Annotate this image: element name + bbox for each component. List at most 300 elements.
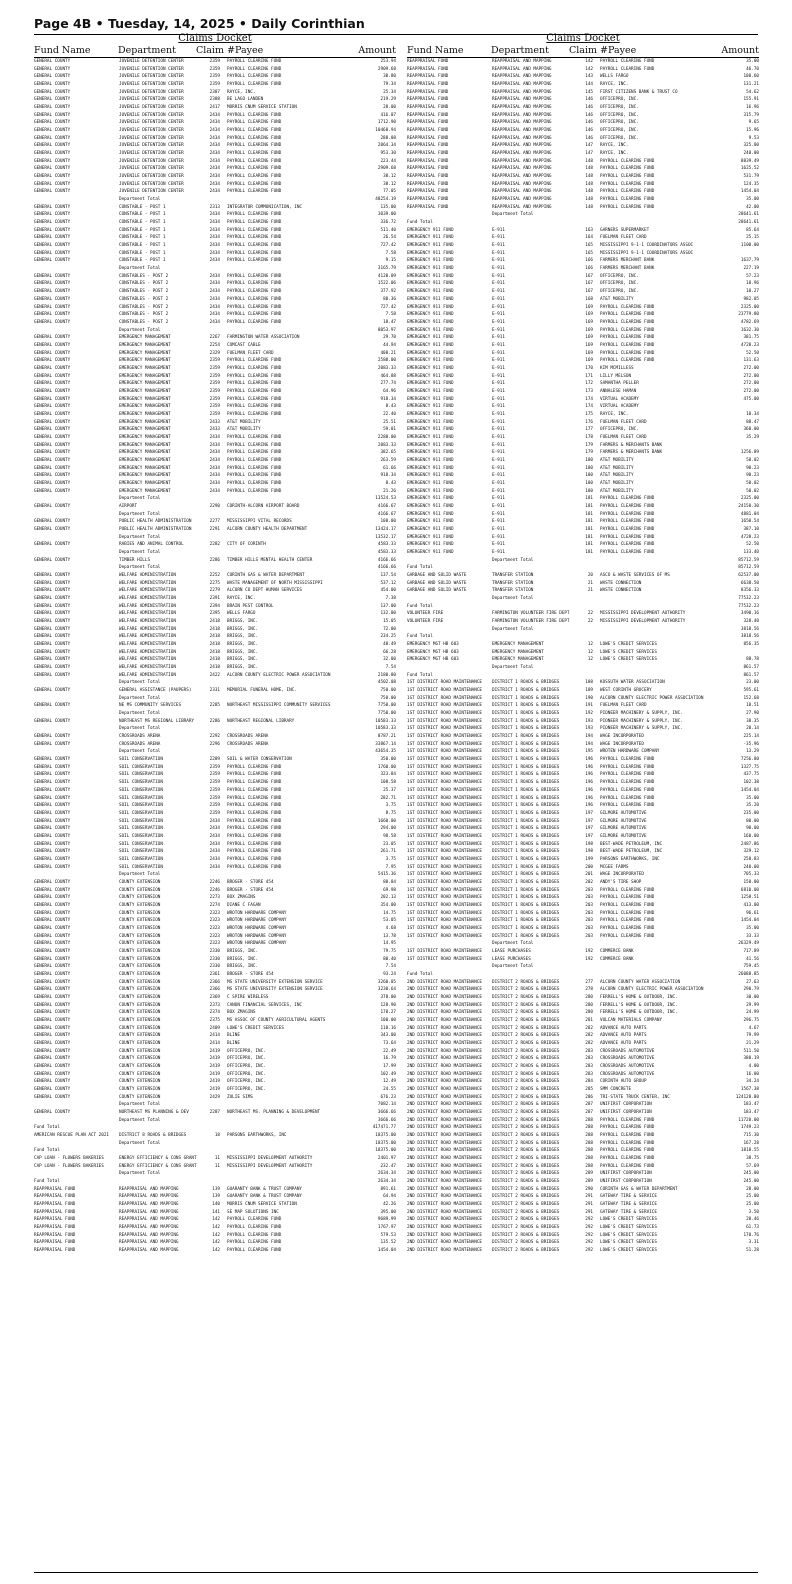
table-row xyxy=(34,564,396,572)
claim-cell: 2434 xyxy=(209,212,220,218)
fund-cell: 1ST DISTRICT ROAD MAINTENANCE xyxy=(407,910,483,916)
amount-cell: 413.00 xyxy=(743,902,759,908)
payee-cell: OFFICEPRO, INC. xyxy=(600,112,639,118)
fund-cell: GENERAL COUNTY xyxy=(34,480,71,486)
table-row xyxy=(34,641,396,649)
department-cell: REAPPRAISAL AND MAPPING xyxy=(492,158,552,164)
fund-cell: GENERAL COUNTY xyxy=(34,849,71,855)
payee-cell: RAYCE, INC. xyxy=(227,596,256,602)
claim-cell: 2292 xyxy=(209,734,220,740)
department-cell: COUNTY EXTENSION xyxy=(119,1087,161,1093)
payee-cell: OFFICEPRO, INC. xyxy=(227,1071,266,1077)
amount-cell: 77.05 xyxy=(383,189,396,195)
claim-cell: 2434 xyxy=(209,174,220,180)
fund-cell: 2ND DISTRICT ROAD MAINTENANCE xyxy=(407,1171,483,1177)
table-row xyxy=(407,818,759,826)
department-cell: COUNTY EXTENSION xyxy=(119,1010,161,1016)
claim-cell: 12 xyxy=(587,649,593,655)
fund-cell: REAPPRAISAL FUND xyxy=(407,135,449,141)
fund-cell: 1ST DISTRICT ROAD MAINTENANCE xyxy=(407,841,483,847)
department-cell: DISTRICT 2 ROADS & BRIDGES xyxy=(492,1110,560,1116)
department-cell: DISTRICT 2 ROADS & BRIDGES xyxy=(492,1025,560,1031)
fund-cell: REAPPRAISAL FUND xyxy=(407,158,449,164)
department-cell: JUVENILE DETENTION CENTER xyxy=(119,143,184,149)
payee-cell: BRIGGS, INC. xyxy=(227,665,259,671)
payee-cell: CROSSROADS ARENA xyxy=(227,734,269,740)
table-row xyxy=(34,104,396,112)
footer-rule xyxy=(34,1572,758,1573)
department-cell: DISTRICT 2 ROADS & BRIDGES xyxy=(492,1102,560,1108)
fund-cell: EMERGENCY 911 FUND xyxy=(407,335,454,341)
department-cell: Department Total xyxy=(119,695,161,701)
payee-cell: PAYROLL CLEARING FUND xyxy=(600,59,655,64)
department-cell: REAPPRAISAL AND MAPPING xyxy=(119,1194,179,1200)
amount-cell: 88.36 xyxy=(383,296,396,302)
claim-cell: 181 xyxy=(585,503,593,509)
payee-cell: WELLS FARGO xyxy=(600,74,629,80)
department-cell: E-911 xyxy=(492,434,505,440)
payee-cell: MCGEE FARMS xyxy=(600,864,629,870)
payee-cell: CORINTH GAS & WATER DEPARTMENT xyxy=(600,1186,678,1192)
table-row xyxy=(407,695,759,703)
claim-cell: 199 xyxy=(585,856,593,862)
fund-cell: GENERAL COUNTY xyxy=(34,312,71,318)
amount-cell: -35.96 xyxy=(743,741,759,747)
table-row xyxy=(34,549,396,557)
amount-cell: 79.34 xyxy=(383,82,396,88)
table-row xyxy=(407,81,759,89)
fund-cell: EMERGENCY 911 FUND xyxy=(407,373,454,379)
claim-cell: 2434 xyxy=(209,473,220,479)
table-row xyxy=(34,1086,396,1094)
payee-cell: PAYROLL CLEARING FUND xyxy=(600,1133,655,1139)
claim-cell: 2279 xyxy=(209,588,220,594)
amount-cell: 1818.55 xyxy=(740,1148,759,1154)
amount-cell: 98.58 xyxy=(383,833,396,839)
amount-cell: 160.00 xyxy=(743,833,759,839)
amount-cell: 2909.68 xyxy=(377,166,396,172)
table-row xyxy=(34,288,396,296)
claim-cell: 178 xyxy=(585,434,593,440)
claim-cell: 292 xyxy=(585,1240,593,1246)
table-row xyxy=(34,902,396,910)
amount-cell: 219.29 xyxy=(380,97,396,103)
payee-cell: KIM MCMILLESS xyxy=(600,365,634,371)
docket-column-left xyxy=(34,34,396,1255)
amount-cell: 350.00 xyxy=(380,757,396,763)
fund-cell: 2ND DISTRICT ROAD MAINTENANCE xyxy=(407,1156,483,1162)
fund-cell: GENERAL COUNTY xyxy=(34,273,71,279)
claim-cell: 2359 xyxy=(209,388,220,394)
department-cell: SOIL CONSERVATION xyxy=(119,833,163,839)
fund-cell: EMERGENCY MGT HB 603 xyxy=(407,649,459,655)
amount-cell: 1454.04 xyxy=(377,1248,396,1254)
table-row xyxy=(407,933,759,941)
amount-cell: 717.89 xyxy=(743,948,759,954)
table-row xyxy=(34,188,396,196)
amount-cell: 35.20 xyxy=(746,803,759,809)
table-row xyxy=(407,73,759,81)
claim-cell: 148 xyxy=(585,174,593,180)
fund-cell: Fund Total xyxy=(407,672,433,678)
fund-cell: GENERAL COUNTY xyxy=(34,289,71,295)
fund-cell: 2ND DISTRICT ROAD MAINTENANCE xyxy=(407,1002,483,1008)
payee-cell: PAYROLL CLEARING FUND xyxy=(600,925,655,931)
amount-cell: 69.98 xyxy=(383,887,396,893)
table-row xyxy=(407,150,759,158)
claim-cell: 285 xyxy=(585,1087,593,1093)
column-header xyxy=(407,44,759,58)
table-row xyxy=(407,1170,759,1178)
amount-cell: 77532.23 xyxy=(738,603,759,609)
claim-cell: 189 xyxy=(585,688,593,694)
table-row xyxy=(407,917,759,925)
payee-cell: GILMORE AUTOMOTIVE xyxy=(600,826,647,832)
docket-title: Claims Docket xyxy=(546,33,620,44)
amount-cell: 7256.80 xyxy=(740,757,759,763)
fund-cell: GENERAL COUNTY xyxy=(34,442,71,448)
table-row xyxy=(34,679,396,687)
department-cell: E-911 xyxy=(492,526,505,532)
department-cell: COUNTY EXTENSION xyxy=(119,971,161,977)
table-row xyxy=(34,1078,396,1086)
department-cell: JUVENILE DETENTION CENTER xyxy=(119,120,184,126)
department-cell: JUVENILE DETENTION CENTER xyxy=(119,74,184,80)
claim-cell: 2414 xyxy=(209,1033,220,1039)
amount-cell: 13.78 xyxy=(383,933,396,939)
payee-cell: PAYROLL CLEARING FUND xyxy=(227,388,282,394)
payee-cell: MISSISSIPPI DEVELOPMENT AUTHORITY xyxy=(227,1156,313,1162)
table-row xyxy=(34,633,396,641)
payee-cell: BROGER - STORE 454 xyxy=(227,887,274,893)
claim-cell: 12 xyxy=(587,642,593,648)
claim-cell: 283 xyxy=(585,1064,593,1070)
fund-cell: 1ST DISTRICT ROAD MAINTENANCE xyxy=(407,895,483,901)
department-cell: COUNTY EXTENSION xyxy=(119,941,161,947)
amount-cell: 12.49 xyxy=(383,1079,396,1085)
fund-cell: GENERAL COUNTY xyxy=(34,611,71,617)
payee-cell: PAYROLL CLEARING FUND xyxy=(227,135,282,141)
claim-cell: 181 xyxy=(585,542,593,548)
table-row xyxy=(34,1178,396,1186)
department-cell: SOIL CONSERVATION xyxy=(119,764,163,770)
fund-cell: EMERGENCY 911 FUND xyxy=(407,235,454,241)
table-row xyxy=(407,1201,759,1209)
claim-cell: 148 xyxy=(585,158,593,164)
table-row xyxy=(407,741,759,749)
table-row xyxy=(407,841,759,849)
amount-cell: 137.00 xyxy=(380,603,396,609)
department-cell: WELFARE ADMINISTRATION xyxy=(119,588,176,594)
fund-cell: EMERGENCY 911 FUND xyxy=(407,534,454,540)
claim-cell: 168 xyxy=(585,296,593,302)
department-cell: Department Total xyxy=(119,1140,161,1146)
payee-cell: GARNERS SUPERMARKET xyxy=(600,227,650,233)
claim-cell: 146 xyxy=(585,120,593,126)
amount-cell: 61.73 xyxy=(746,1225,759,1231)
claim-cell: 2289 xyxy=(209,757,220,763)
department-cell: WELFARE ADMINISTRATION xyxy=(119,665,176,671)
amount-cell: 23779.80 xyxy=(738,312,759,318)
table-row xyxy=(407,1140,759,1148)
payee-cell: PAYROLL CLEARING FUND xyxy=(600,66,655,72)
department-cell: SOIL CONSERVATION xyxy=(119,795,163,801)
table-row xyxy=(34,365,396,373)
amount-cell: 57.23 xyxy=(746,273,759,279)
department-cell: E-911 xyxy=(492,358,505,364)
amount-cell: 328.40 xyxy=(743,619,759,625)
department-cell: JUVENILE DETENTION CENTER xyxy=(119,66,184,72)
department-cell: DISTRICT 2 ROADS & BRIDGES xyxy=(492,1163,560,1169)
department-cell: REAPPRAISAL AND MAPPING xyxy=(119,1225,179,1231)
claim-cell: 2433 xyxy=(209,419,220,425)
table-row xyxy=(407,1178,759,1186)
table-row xyxy=(34,925,396,933)
table-row xyxy=(407,96,759,104)
fund-cell: 1ST DISTRICT ROAD MAINTENANCE xyxy=(407,864,483,870)
table-row xyxy=(34,1224,396,1232)
claim-cell: 2359 xyxy=(209,365,220,371)
fund-cell: 2ND DISTRICT ROAD MAINTENANCE xyxy=(407,1248,483,1254)
claim-cell: 2254 xyxy=(209,342,220,348)
fund-cell: GENERAL COUNTY xyxy=(34,1087,71,1093)
fund-cell: GENERAL COUNTY xyxy=(34,603,71,609)
department-cell: DISTRICT 1 ROADS & BRIDGES xyxy=(492,764,560,770)
fund-cell: REAPPRAISAL FUND xyxy=(407,112,449,118)
amount-cell: 3165.79 xyxy=(377,266,396,272)
claim-cell: 196 xyxy=(585,757,593,763)
payee-cell: GUARANTY BANK & TRUST COMPANY xyxy=(227,1186,303,1192)
payee-cell: BROGER - STORE 454 xyxy=(227,971,274,977)
department-cell: WELFARE ADMINISTRATION xyxy=(119,634,176,640)
department-cell: REAPPRAISAL AND MAPPING xyxy=(119,1186,179,1192)
payee-cell: PAYROLL CLEARING FUND xyxy=(600,158,655,164)
department-cell: DISTRICT 2 ROADS & BRIDGES xyxy=(492,1071,560,1077)
table-row xyxy=(34,534,396,542)
claim-cell: 142 xyxy=(585,66,593,72)
department-cell: REAPPRAISAL AND MAPPING xyxy=(492,59,552,64)
table-row xyxy=(34,1055,396,1063)
fund-cell: REAPPRAISAL FUND xyxy=(34,1240,76,1246)
table-row xyxy=(34,89,396,97)
fund-cell: GENERAL COUNTY xyxy=(34,519,71,525)
amount-cell: 272.00 xyxy=(743,373,759,379)
department-cell: E-911 xyxy=(492,480,505,486)
department-cell: EMERGENCY MANAGEMENT xyxy=(119,442,171,448)
payee-cell: BRIGGS, INC. xyxy=(227,642,259,648)
fund-cell: 2ND DISTRICT ROAD MAINTENANCE xyxy=(407,1140,483,1146)
payee-cell: ANNALESE HAMAN xyxy=(600,388,637,394)
table-row xyxy=(407,380,759,388)
payee-cell: FUELMAN FLEET CARD xyxy=(227,350,274,356)
amount-cell: 137.54 xyxy=(380,573,396,579)
table-row xyxy=(407,280,759,288)
claim-cell: 2419 xyxy=(209,1048,220,1054)
department-cell: REAPPRAISAL AND MAPPING xyxy=(119,1202,179,1208)
claim-cell: 169 xyxy=(585,358,593,364)
amount-cell: 8053.97 xyxy=(377,327,396,333)
amount-cell: 32.00 xyxy=(383,657,396,663)
payee-cell: PAYROLL CLEARING FUND xyxy=(600,772,655,778)
department-cell: JUVENILE DETENTION CENTER xyxy=(119,89,184,95)
fund-cell: GENERAL COUNTY xyxy=(34,1094,71,1100)
table-row xyxy=(407,595,759,603)
fund-cell: 1ST DISTRICT ROAD MAINTENANCE xyxy=(407,688,483,694)
amount-cell: 102.38 xyxy=(743,780,759,786)
table-row xyxy=(407,994,759,1002)
payee-cell: PAYROLL CLEARING FUND xyxy=(227,1225,282,1231)
claim-cell: 2375 xyxy=(209,1017,220,1023)
claim-cell: 280 xyxy=(585,994,593,1000)
claim-cell: 2330 xyxy=(209,956,220,962)
fund-cell: GENERAL COUNTY xyxy=(34,918,71,924)
claim-cell: 142 xyxy=(212,1248,220,1254)
amount-cell: 35.00 xyxy=(746,59,759,64)
table-row xyxy=(407,518,759,526)
department-cell: EMERGENCY MANAGEMENT xyxy=(119,358,171,364)
fund-cell: 1ST DISTRICT ROAD MAINTENANCE xyxy=(407,918,483,924)
department-cell: E-911 xyxy=(492,335,505,341)
payee-cell: PAYROLL CLEARING FUND xyxy=(227,457,282,463)
header-amount: Amount xyxy=(358,45,396,56)
claim-cell: 2285 xyxy=(209,703,220,709)
department-cell: Department Total xyxy=(119,550,161,555)
claim-cell: 203 xyxy=(585,910,593,916)
table-row xyxy=(34,764,396,772)
department-cell: DISTRICT 1 ROADS & BRIDGES xyxy=(492,703,560,709)
table-row xyxy=(407,679,759,687)
payee-cell: CITY OF CORINTH xyxy=(227,542,266,548)
payee-cell: DIANE C FAGAN xyxy=(227,902,261,908)
amount-cell: 1522.06 xyxy=(377,281,396,287)
amount-cell: 25.37 xyxy=(383,787,396,793)
amount-cell: 1760.00 xyxy=(377,764,396,770)
department-cell: DISTRICT 2 ROADS & BRIDGES xyxy=(492,1186,560,1192)
amount-cell: 261.71 xyxy=(380,849,396,855)
department-cell: WELFARE ADMINISTRATION xyxy=(119,603,176,609)
fund-cell: GENERAL COUNTY xyxy=(34,557,71,563)
claim-cell: 165 xyxy=(585,243,593,249)
fund-cell: EMERGENCY 911 FUND xyxy=(407,281,454,287)
claim-cell: 193 xyxy=(585,718,593,724)
department-cell: E-911 xyxy=(492,235,505,241)
amount-cell: 4166.66 xyxy=(377,565,396,571)
claim-cell: 2434 xyxy=(209,273,220,279)
table-row xyxy=(34,181,396,189)
table-row xyxy=(407,296,759,304)
fund-cell: 1ST DISTRICT ROAD MAINTENANCE xyxy=(407,856,483,862)
table-row xyxy=(407,434,759,442)
fund-cell: GENERAL COUNTY xyxy=(34,465,71,471)
payee-cell: NORTHEAST MS. PLANNING & DEVELOPMENT xyxy=(227,1110,321,1116)
fund-cell: EMERGENCY 911 FUND xyxy=(407,496,454,502)
table-row xyxy=(407,848,759,856)
table-row xyxy=(34,280,396,288)
department-cell: DISTRICT 2 ROADS & BRIDGES xyxy=(492,1064,560,1070)
amount-cell: 1660.00 xyxy=(377,818,396,824)
table-row xyxy=(34,96,396,104)
amount-cell: 2909.68 xyxy=(377,66,396,72)
table-row xyxy=(407,1155,759,1163)
amount-cell: 10468.94 xyxy=(375,128,396,134)
department-cell: CONSTABLE - POST 1 xyxy=(119,212,166,218)
table-row xyxy=(407,894,759,902)
claim-cell: 2267 xyxy=(209,335,220,341)
fund-cell: 1ST DISTRICT ROAD MAINTENANCE xyxy=(407,887,483,893)
amount-cell: 135.52 xyxy=(380,1240,396,1246)
claim-cell: 281 xyxy=(585,1017,593,1023)
department-cell: FARMINGTON VOLUNTEER FIRE DEPT xyxy=(492,619,570,625)
department-cell: DISTRICT 2 ROADS & BRIDGES xyxy=(492,994,560,1000)
claim-cell: 198 xyxy=(585,841,593,847)
table-row xyxy=(407,234,759,242)
claim-cell: 148 xyxy=(585,204,593,210)
claim-cell: 2434 xyxy=(209,151,220,157)
table-row xyxy=(407,495,759,503)
claim-cell: 2434 xyxy=(209,450,220,456)
amount-cell: 1454.04 xyxy=(740,787,759,793)
table-row xyxy=(34,1247,396,1255)
table-row xyxy=(34,771,396,779)
fund-cell: EMERGENCY 911 FUND xyxy=(407,450,454,456)
department-cell: REAPPRAISAL AND MAPPING xyxy=(119,1240,179,1246)
claim-cell: 2359 xyxy=(209,795,220,801)
fund-cell: EMERGENCY 911 FUND xyxy=(407,289,454,295)
amount-cell: 3666.66 xyxy=(377,1110,396,1116)
amount-cell: 4782.69 xyxy=(740,319,759,325)
department-cell: EMERGENCY MANAGEMENT xyxy=(119,350,171,356)
table-row xyxy=(407,127,759,135)
table-row xyxy=(407,856,759,864)
department-cell: E-911 xyxy=(492,342,505,348)
amount-cell: 11720.00 xyxy=(738,1117,759,1123)
department-cell: COUNTY EXTENSION xyxy=(119,979,161,985)
payee-cell: BOX ZMAGINS xyxy=(227,895,256,901)
department-cell: COUNTY EXTENSION xyxy=(119,1017,161,1023)
department-cell: EMERGENCY MANAGEMENT xyxy=(119,342,171,348)
department-cell: DISTRICT 1 ROADS & BRIDGES xyxy=(492,741,560,747)
payee-cell: PAYROLL CLEARING FUND xyxy=(227,411,282,417)
amount-cell: 25.51 xyxy=(383,419,396,425)
fund-cell: EMERGENCY 911 FUND xyxy=(407,427,454,433)
claim-cell: 170 xyxy=(585,365,593,371)
table-row xyxy=(407,971,759,979)
claim-cell: 2434 xyxy=(209,826,220,832)
claim-cell: 144 xyxy=(585,82,593,88)
department-cell: DISTRICT 1 ROADS & BRIDGES xyxy=(492,841,560,847)
claim-cell: 180 xyxy=(585,488,593,494)
table-row xyxy=(34,158,396,166)
payee-cell: PAYROLL CLEARING FUND xyxy=(227,864,282,870)
claim-cell: 282 xyxy=(585,1033,593,1039)
fund-cell: GENERAL COUNTY xyxy=(34,304,71,310)
table-row xyxy=(34,503,396,511)
table-row xyxy=(407,1117,759,1125)
amount-cell: 464.88 xyxy=(380,373,396,379)
payee-cell: MISSISSIPPI DEVELOPMENT AUTHORITY xyxy=(227,1163,313,1169)
payee-cell: MISSISSIPPI DEVELOPMENT AUTHORITY xyxy=(600,611,686,617)
claim-cell: 20 xyxy=(587,573,593,579)
payee-cell: PAYROLL CLEARING FUND xyxy=(600,550,655,555)
payee-cell: ADVANCE AUTO PARTS xyxy=(600,1041,647,1046)
amount-cell: 2325.00 xyxy=(740,496,759,502)
table-row xyxy=(34,296,396,304)
table-row xyxy=(34,1216,396,1224)
table-row xyxy=(407,902,759,910)
table-row xyxy=(407,1032,759,1040)
fund-cell: GENERAL COUNTY xyxy=(34,220,71,226)
amount-cell: 51.28 xyxy=(746,1248,759,1254)
